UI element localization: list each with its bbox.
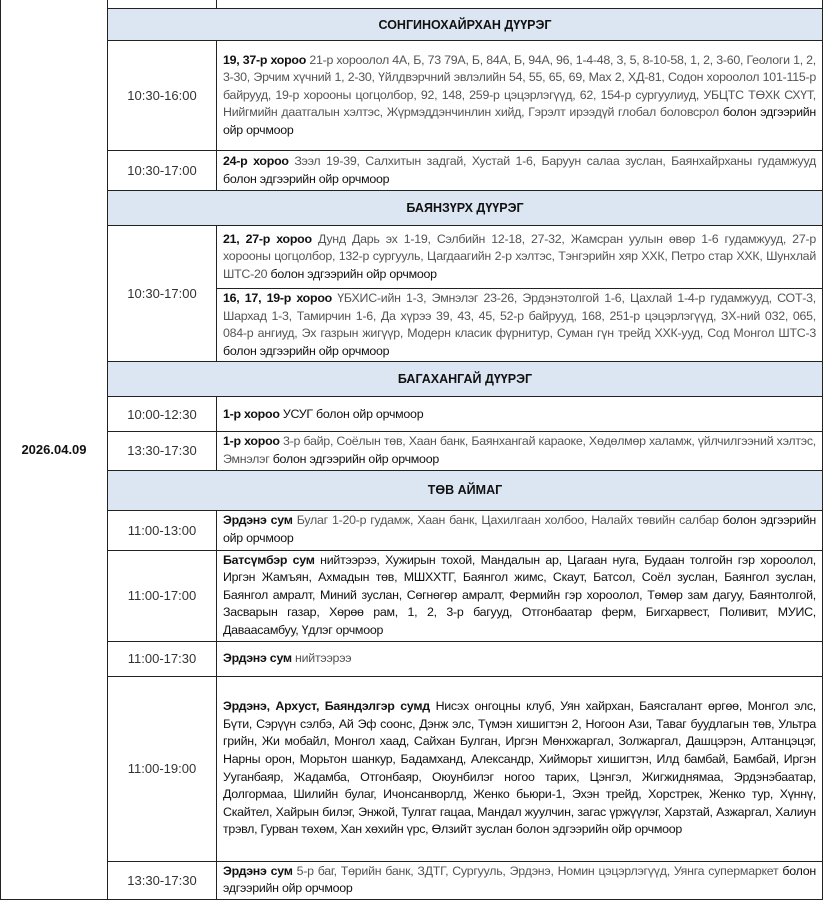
top-continuation-row [1, 0, 823, 9]
table-row [1, 550, 823, 641]
table-row [1, 861, 823, 899]
section-header-bagakhangai: БАГАХАНГАЙ ДҮҮРЭГ [108, 362, 823, 397]
table-row [1, 226, 823, 289]
table-row [1, 432, 823, 470]
time-cell: 10:30-16:00 [108, 41, 217, 151]
location-cell: Батсүмбэр сум нийтээрээ, Хужирын тохой, Мандалын ар, Цагаан нуга, Будаан толгойн гэр хороолол, Иргэн Жамъян, Ахмадын төв, МШХХТГ, Баянгол жимс, Скаут, Батсол, Соёл зуслан, Баянгол зуслан, Баянгол амралт, Миний зуслан, Сөгнөгөр амралт, Фермийн гэр хороолол, Төмөр зам дагуу, Баянтолгой, Засварын газар, Хөрөө рам, 1, 2, 3-р багууд, Отгонбаатар ферм, Бигхарвест, Поливит, МУИС, Даваасамбуу, Үдлэг орчмоор [217, 550, 823, 641]
location-cell: Эрдэнэ сум 5-р баг, Төрийн банк, ЗДТГ, Сургууль, Эрдэнэ, Номин цэцэрлэгүүд, Уянга супермаркет болон эдгээрийн ойр орчмоор [217, 861, 823, 899]
location-cell: 19, 37-р хороо 21-р хороолол 4А, Б, 73 79А, Б, 84А, Б, 94А, 96, 1-4-48, 3, 5, 8-10-58, 1, 2, 3-60, Геологи 1, 2, 3-30, Эрчим хүчний 1, 2-30, Үйлдвэрчний эвлэлийн 54, 55, 65, 69, Мах 2, ХД-81, Содон хороолол 101-115-р байрууд, 19-р хорооны цогцолбор, 92, 148, 259-р цэцэрлэгүүд, 62, 154-р сургуулиуд, УБЦТС ТӨХК СХҮТ, Нийгмийн даатгалын хэлтэс, Жүрмэддэнчинлин хийд, Гэрэлт ирээдүй глобал боловсрол болон эдгээрийн ойр орчмоор [217, 41, 823, 151]
table-row [1, 397, 823, 432]
time-cell: 11:00-17:30 [108, 641, 217, 676]
location-cell: 24-р хороо Зээл 19-39, Салхитын задгай, Хустай 1-6, Баруун салаа зуслан, Баянхайрханы гудамжууд болон эдгээрийн ойр орчмоор [217, 151, 823, 191]
location-cell: Эрдэнэ, Архуст, Баяндэлгэр сумд Нисэх онгоцны клуб, Уян хайрхан, Баясгалант өргөө, Монгол элс, Бүти, Сэрүүн сэлбэ, Ай Эф соонс, Дэнж элс, Түмэн хишигтэн 2, Ногоон Ази, Таваг буудлагын төв, Ультра грийн, Жи мобайл, Монгол хаад, Сайхан Булган, Иргэн Мөнхжаргал, Золжаргал, Дашцэрэн, Алтанцэцэг, Нарны орон, Морьтон шанкур, Бадамханд, Александр, Хийморьт хишигтэн, Илд бамбай, Бамбай, Иргэн Ууганбаяр, Жадамба, Отгонбаяр, Оюунбилэг ногоо тарих, Цэнгэл, Жигжиднямаа, Эрдэнэбаатар, Долгормаа, Шилийн булаг, Ичонсанворлд, Женко бьюри-1, Эхэн трейд, Хорстрек, Женко тур, Хүннү, Скайтел, Хайрын билэг, Энжой, Тулгат гацаа, Мандал жуулчин, загас үржүүлэг, Харзтай, Азжаргал, Халиун трэвл, Гурван төхөм, Хан хөхийн үрс, Өлзийт зуслан болон эдгээрийн ойр орчмоор [217, 676, 823, 861]
section-header-tuv-aimag: ТӨВ АЙМАГ [108, 470, 823, 510]
section-header-bayanzurkh: БАЯНЗҮРХ ДҮҮРЭГ [108, 191, 823, 226]
time-cell: 10:00-12:30 [108, 397, 217, 432]
location-cell: 16, 17, 19-р хороо ҮБХИС-ийн 1-3, Эмнэлэг 23-26, Эрдэнэтолгой 1-6, Цахлай 1-4-р гудамжууд, СОТ-3, Шархад 1-3, Тамирчин 1-6, Да хүрээ 39, 43, 45, 52-р байрууд, 168, 251-р цэцэрлэгүүд, ЗХ-ний 032, 065, 084-р ангиуд, Эх газрын жигүүр, Модерн класик фүрнитур, Суман гүн трейд ХХК-ууд, Сод Монгол ШТС-3 болон эдгээрийн ойр орчмоор [217, 289, 823, 362]
location-cell: Эрдэнэ сум Булаг 1-20-р гудамж, Хаан банк, Цахилгаан холбоо, Налайх төвийн салбар болон эдгээрийн ойр орчмоор [217, 510, 823, 550]
table-row [1, 641, 823, 676]
time-cell: 11:00-17:00 [108, 550, 217, 641]
time-cell: 11:00-19:00 [108, 676, 217, 861]
location-cell: 1-р хороо УСУГ болон ойр орчмоор [217, 397, 823, 432]
time-cell: 10:30-17:00 [108, 151, 217, 191]
time-cell: 13:30-17:30 [108, 432, 217, 470]
time-cell: 13:30-17:30 [108, 861, 217, 899]
location-cell: Эрдэнэ сум нийтээрээ [217, 641, 823, 676]
table-row [1, 510, 823, 550]
time-cell: 11:00-13:00 [108, 510, 217, 550]
time-cell: 10:30-17:00 [108, 226, 217, 362]
table-row [1, 676, 823, 861]
table-row [1, 41, 823, 151]
location-cell: 1-р хороо 3-р байр, Соёлын төв, Хаан банк, Баянхангай караоке, Хөдөлмөр халамж, үйлчилгээний хэлтэс, Эмнэлэг болон эдгээрийн ойр орчмоор [217, 432, 823, 470]
table-row [1, 151, 823, 191]
date-cell: 2026.04.09 [1, 0, 108, 899]
location-cell: 21, 27-р хороо Дунд Дарь эх 1-19, Сэлбийн 12-18, 27-32, Жамсран уулын өвөр 1-6 гудамжууд, 27-р хорооны цогцолбор, 132-р сургууль, Цагдаагийн 2-р хэлтэс, Тэнгэрийн хяр ХХК, Петро стар ХХК, Шунхлай ШТС-20 болон эдгээрийн ойр орчмоор [217, 226, 823, 289]
section-header-songinokhairkhan: СОНГИНОХАЙРХАН ДҮҮРЭГ [108, 9, 823, 41]
